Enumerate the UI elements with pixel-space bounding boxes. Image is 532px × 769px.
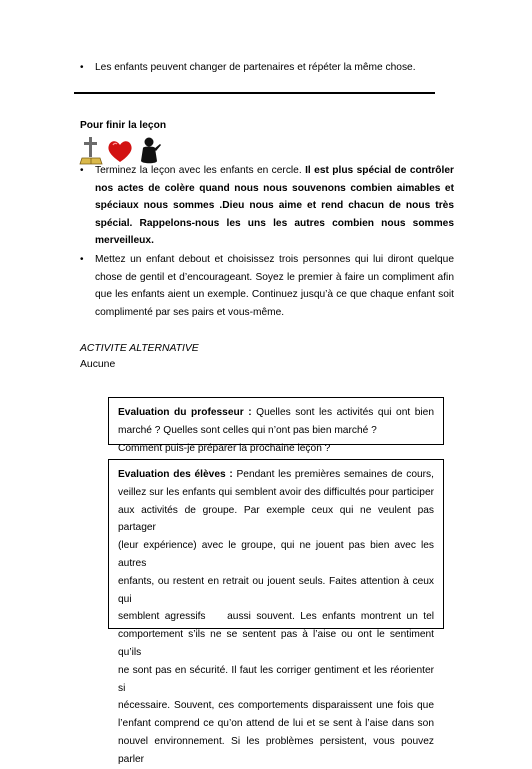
- box-line: veillez sur les enfants qui semblent avoir des difficultés pour participer: [118, 486, 434, 498]
- bullet-item-compliment: [80, 251, 454, 321]
- box-line: Comment puis-je préparer la prochaine leçon ?: [118, 442, 331, 454]
- bullet-line: merveilleux.: [95, 235, 154, 247]
- bullet-item-partners: [80, 59, 454, 77]
- bullet-line: complimenté par ses pairs et vous-même.: [95, 306, 285, 318]
- teacher-evaluation-label: Evaluation du professeur :: [118, 407, 252, 418]
- bullet-item-finish-circle: [80, 162, 454, 250]
- student-evaluation-box: [108, 459, 444, 765]
- box-line: nouvel environnement. Si les problèmes persistent, vous pouvez parler: [118, 735, 434, 765]
- cross-bible-icon: [80, 137, 102, 164]
- alternative-activity-title: ACTIVITE ALTERNATIVE: [80, 343, 199, 354]
- box-line: comportement s’ils ne se sentent pas à l’aise ou ont le sentiment qu’ils: [118, 629, 434, 658]
- praying-child-icon: [141, 138, 161, 164]
- box-line: enfants, ou restent en retrait ou jouent seuls. Faites attention à ceux qui: [118, 575, 434, 605]
- heart-icon: [108, 141, 131, 162]
- box-line: aux activités de groupe. Par exemple ceux qui ne veulent pas partager: [118, 504, 434, 534]
- box-line: ne sont pas en sécurité. Il faut les corriger gentiment et les réorienter si: [118, 664, 434, 694]
- bullet-line: spéciaux nous sommes .Dieu nous aime et rend chacun de nous très: [95, 200, 454, 212]
- bullet-text: Les enfants peuvent changer de partenaires et répéter la même chose.: [95, 62, 416, 73]
- bullet-icon: •: [80, 62, 84, 73]
- box-line: [118, 466, 434, 484]
- bullet-line: Mettez un enfant debout et choisissez trois personnes qui lui diront quelque: [95, 254, 454, 265]
- bullet-line: nos actes de colère quand nous nous souvenons combien aimables et: [95, 182, 454, 194]
- plain-text: Terminez la leçon avec les enfants en cercle.: [95, 165, 302, 176]
- bullet-line: chose de gentil et d’encourageant. Soyez le premier à faire un compliment afin: [95, 271, 454, 283]
- bullet-icon: •: [80, 165, 84, 176]
- plain-text: Quelles sont les activités qui ont bien: [256, 407, 434, 418]
- box-line: marché ? Quelles sont celles qui n’ont pas bien marché ?: [118, 424, 377, 436]
- box-line: (leur expérience) avec le groupe, qui ne jouent pas bien avec les autres: [118, 540, 434, 569]
- teacher-evaluation-box: [108, 397, 444, 454]
- student-evaluation-label: Evaluation des élèves :: [118, 469, 233, 480]
- box-line: semblent agressifs aussi souvent. Les enfants montrent un tel: [118, 611, 434, 623]
- bullet-icon: •: [80, 254, 84, 265]
- alternative-activity-value: Aucune: [80, 359, 116, 370]
- box-line: l’enfant comprend ce qu’on attend de lui et se sent à l’aise dans son: [118, 718, 434, 730]
- bullet-line: que les enfants aient un exemple. Continuez jusqu’à ce que chaque enfant soit: [95, 289, 454, 301]
- bullet-line: [95, 162, 454, 180]
- box-line: nécessaire. Souvent, ces comportements disparaissent une fois que: [118, 700, 434, 712]
- section-heading: Pour finir la leçon: [80, 120, 167, 131]
- plain-text: Pendant les premières semaines de cours,: [236, 469, 434, 480]
- bold-text: Il est plus spécial de contrôler: [305, 165, 454, 176]
- section-divider: [74, 92, 435, 94]
- box-line: [118, 404, 434, 422]
- bullet-line: spécial. Rappelons-nous les uns les autres combien nous sommes: [95, 217, 454, 229]
